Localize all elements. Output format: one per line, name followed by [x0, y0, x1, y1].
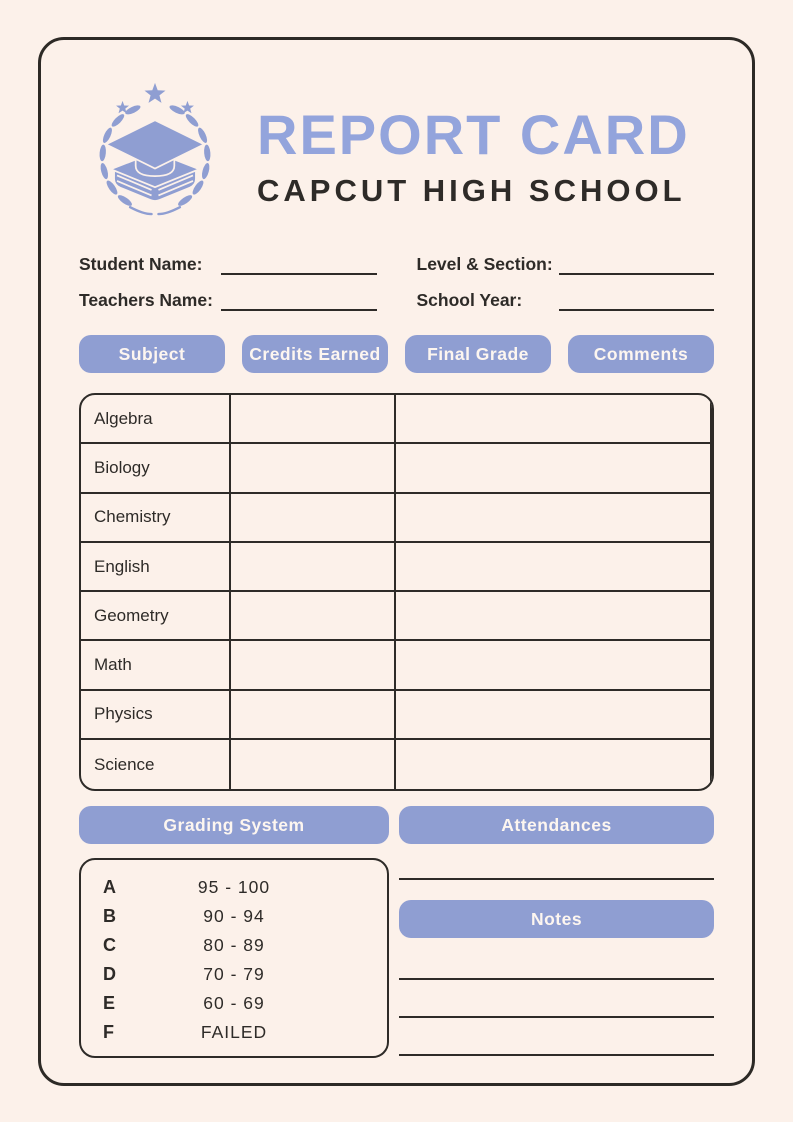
form-field [417, 251, 715, 275]
grade-scale-row [103, 960, 365, 989]
grade-scale-row [103, 1018, 365, 1047]
final-grade-cell[interactable] [396, 543, 558, 592]
subject-cell: Chemistry [81, 494, 231, 543]
report-card [38, 37, 755, 1086]
field-label: School Year: [416, 290, 523, 310]
table-column-headers [79, 335, 714, 373]
comments-cell[interactable] [558, 592, 712, 641]
final-grade-cell[interactable] [396, 444, 558, 493]
grade-letter: C [103, 935, 116, 956]
final-grade-cell[interactable] [396, 395, 558, 444]
notes-header-pill: Notes [399, 900, 714, 938]
comments-cell[interactable] [558, 641, 712, 690]
notes-write-line[interactable] [399, 980, 714, 1018]
grade-letter: A [103, 877, 116, 898]
grading-scale-box [79, 858, 389, 1058]
grade-range: 95 - 100 [197, 877, 271, 898]
grade-scale-row [103, 989, 365, 1018]
notes-write-line[interactable] [399, 1018, 714, 1056]
comments-cell[interactable] [558, 395, 712, 444]
form-field [79, 251, 377, 275]
field-fill-line[interactable] [221, 255, 377, 275]
credits-earned-cell[interactable] [231, 395, 396, 444]
grade-letter: B [103, 906, 116, 927]
final-grade-cell[interactable] [396, 592, 558, 641]
grade-scale-row [103, 902, 365, 931]
grade-range: 70 - 79 [203, 964, 265, 985]
grade-scale-row [103, 873, 365, 902]
credits-earned-cell[interactable] [231, 444, 396, 493]
subject-cell: Geometry [81, 592, 231, 641]
grading-system-header-pill: Grading System [79, 806, 389, 844]
credits-earned-cell[interactable] [231, 691, 396, 740]
form-field [79, 287, 377, 311]
column-header-pill: Comments [568, 335, 714, 373]
final-grade-cell[interactable] [396, 641, 558, 690]
grade-letter: D [103, 964, 116, 985]
comments-cell[interactable] [558, 543, 712, 592]
final-grade-cell[interactable] [396, 691, 558, 740]
comments-cell[interactable] [558, 691, 712, 740]
final-grade-cell[interactable] [396, 494, 558, 543]
student-info-section [79, 251, 714, 311]
grade-range: 60 - 69 [203, 993, 265, 1014]
grades-table [79, 393, 714, 791]
field-label: Teachers Name: [79, 290, 213, 310]
grade-letter: E [103, 993, 116, 1014]
form-field [417, 287, 715, 311]
credits-earned-cell[interactable] [231, 494, 396, 543]
final-grade-cell[interactable] [396, 740, 558, 789]
attendances-header-pill: Attendances [399, 806, 714, 844]
school-name: CAPCUT HIGH SCHOOL [257, 173, 686, 208]
notes-lines [399, 938, 714, 1056]
grade-range: 90 - 94 [203, 906, 265, 927]
grade-letter: F [103, 1022, 114, 1043]
column-header-pill: Final Grade [405, 335, 551, 373]
subject-cell: Science [81, 740, 231, 789]
grade-range: FAILED [200, 1022, 268, 1043]
page-title: REPORT CARD [257, 103, 690, 166]
subject-cell: Biology [81, 444, 231, 493]
field-label: Level & Section: [416, 254, 553, 274]
field-fill-line[interactable] [559, 291, 715, 311]
notes-write-line[interactable] [399, 938, 714, 980]
title-block [257, 88, 690, 209]
credits-earned-cell[interactable] [231, 592, 396, 641]
field-fill-line[interactable] [221, 291, 377, 311]
comments-cell[interactable] [558, 494, 712, 543]
subject-cell: Physics [81, 691, 231, 740]
column-header-pill: Credits Earned [242, 335, 388, 373]
subject-cell: English [81, 543, 231, 592]
attendance-lines [399, 844, 714, 880]
school-emblem-icon [79, 76, 231, 221]
credits-earned-cell[interactable] [231, 740, 396, 789]
subject-cell: Math [81, 641, 231, 690]
comments-cell[interactable] [558, 740, 712, 789]
column-header-pill: Subject [79, 335, 225, 373]
attendances-notes-section [399, 806, 714, 1058]
field-label: Student Name: [79, 254, 203, 274]
header [79, 76, 714, 221]
grading-system-section [79, 806, 389, 1058]
subject-cell: Algebra [81, 395, 231, 444]
credits-earned-cell[interactable] [231, 641, 396, 690]
comments-cell[interactable] [558, 444, 712, 493]
bottom-section [79, 806, 714, 1058]
grade-range: 80 - 89 [203, 935, 265, 956]
field-fill-line[interactable] [559, 255, 715, 275]
attendance-write-line[interactable] [399, 844, 714, 880]
grade-scale-row [103, 931, 365, 960]
credits-earned-cell[interactable] [231, 543, 396, 592]
